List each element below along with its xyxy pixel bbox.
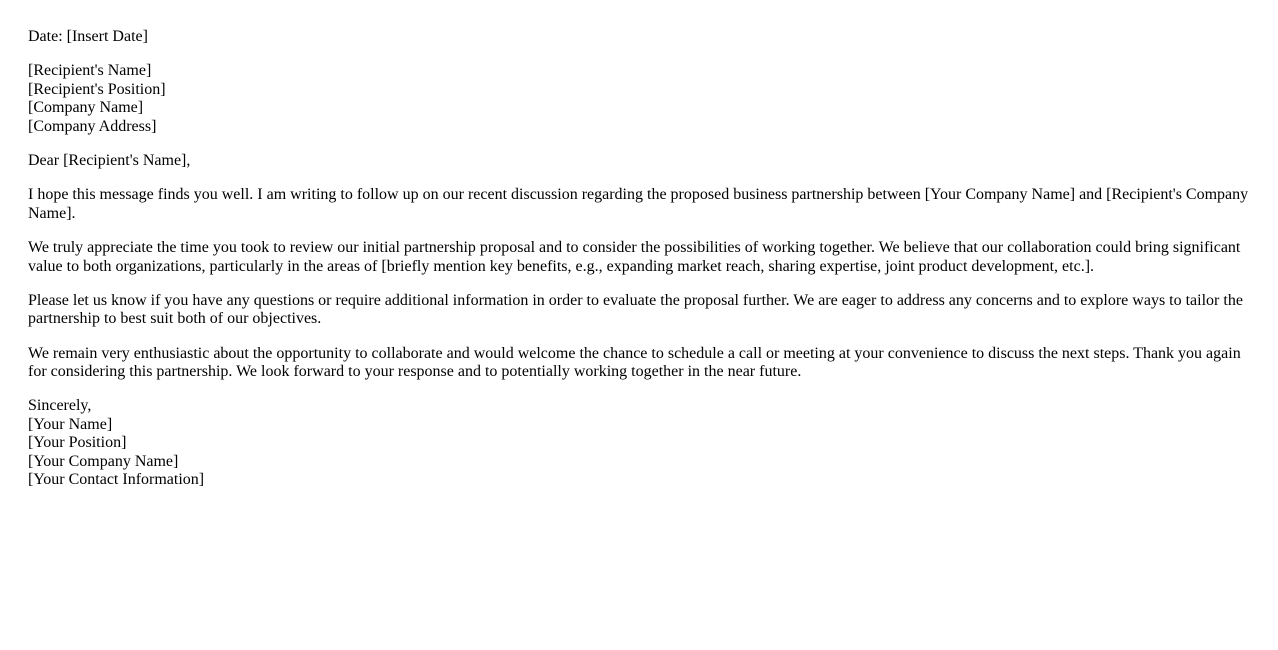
salutation-line: Dear [Recipient's Name], [28,151,191,169]
recipient-block [28,62,1250,136]
closing-line: Sincerely, [28,397,92,415]
letter-paragraph-3: Please let us know if you have any questions or require additional information in order to evaluate the proposal further. We are eager to address any concerns and to explore ways to tailor the partnership to best suit both of our objectives. [28,291,1243,328]
letter-paragraph-2: We truly appreciate the time you took to review our initial partnership proposal and to consider the possibilities of working together. We believe that our collaboration could bring significant value to both organizations, particularly in the areas of [briefly mention key benefits, e.g., expanding market reach, sharing expertise, joint product development, etc.]. [28,239,1241,275]
recipient-company-line: [Company Name] [28,99,144,117]
sender-company-line: [Your Company Name] [28,452,179,470]
letter-paragraph-1: I hope this message finds you well. I am writing to follow up on our recent discussion regarding the proposed business partnership between [Your Company Name] and [Recipient's Company Name]. [28,186,1249,222]
sender-position-line: [Your Position] [28,434,127,452]
recipient-address-line: [Company Address] [28,117,157,135]
sender-contact-line: [Your Contact Information] [28,471,205,489]
sender-name-line: [Your Name] [28,415,113,433]
date-line: Date: [Insert Date] [28,28,148,45]
letter-paragraph-4: We remain very enthusiastic about the opportunity to collaborate and would welcome the chance to schedule a call or meeting at your convenience to discuss the next steps. Thank you again for considering this partnership. We look forward to your response and to potentially working together in the near future. [28,344,1241,381]
recipient-name-line: [Recipient's Name] [28,62,152,80]
signature-block [28,397,1250,489]
recipient-position-line: [Recipient's Position] [28,80,166,98]
